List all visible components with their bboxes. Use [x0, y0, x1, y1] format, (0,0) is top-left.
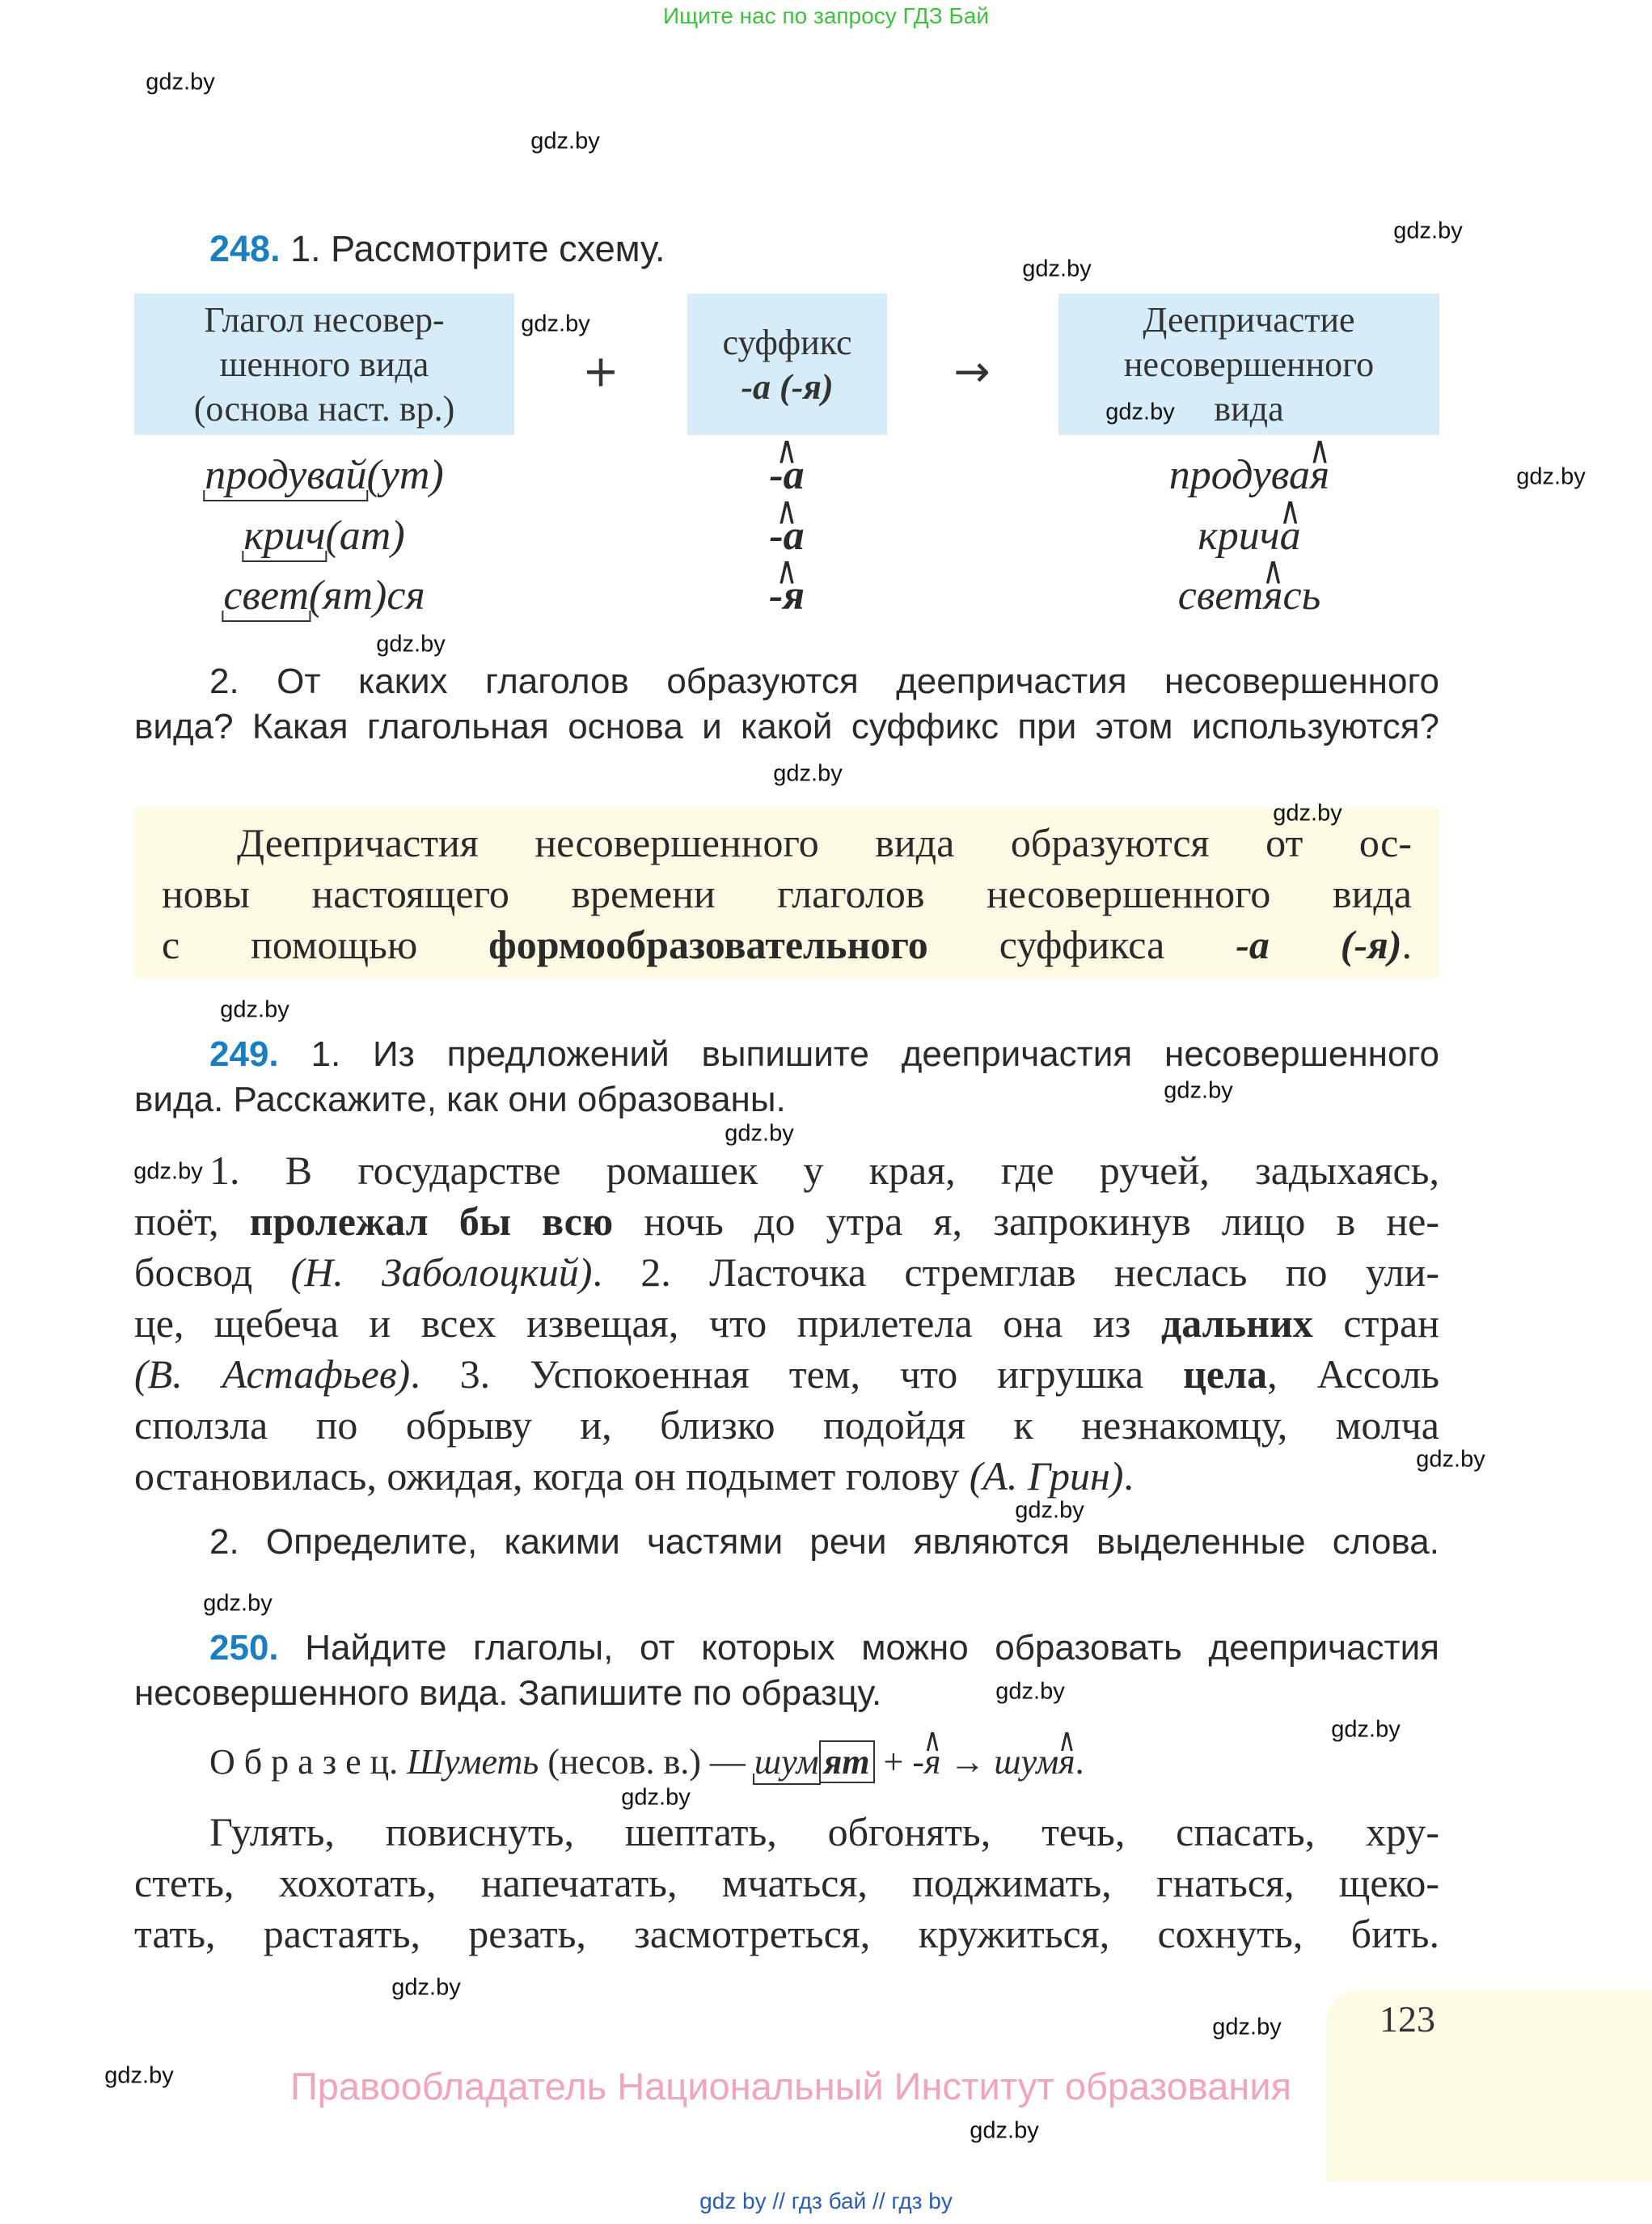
text-segment: . 2. Ласточка стремглав неслась по ули- [592, 1249, 1439, 1295]
watermark: gdz.by [970, 2117, 1039, 2144]
suffix-marked: ∧ -а [769, 512, 804, 560]
search-banner[interactable]: Ищите нас по запросу ГДЗ Бай [662, 3, 990, 28]
text-segment: → [940, 1742, 995, 1782]
text-segment: , Ассоль [1267, 1351, 1440, 1397]
sample-line [209, 1741, 1084, 1782]
text-segment: це, щебеча и всех извещая, что прилетела она из [134, 1300, 1161, 1346]
text-segment: с помощью [162, 922, 489, 967]
text-segment: -а (-я) [1236, 922, 1402, 967]
watermark: gdz.by [1273, 800, 1342, 827]
watermark: gdz.by [1105, 399, 1175, 425]
page-corner [1326, 1990, 1652, 2182]
sentence-line [134, 1198, 1439, 1245]
verb-stem [243, 512, 404, 560]
text-segment: сползла по обрыву и, близко подойдя к незнакомцу, молча [134, 1402, 1439, 1448]
sentence-line [134, 1452, 1439, 1499]
exercise-250-heading [134, 1628, 1439, 1668]
suffix-marked: ∧ а [1280, 512, 1301, 560]
scheme-box-gerund [1058, 294, 1439, 435]
words-line: стеть, хохотать, напечатать, мчаться, поджимать, гнаться, щеко- [134, 1860, 1439, 1905]
word-ending: ят [819, 1740, 875, 1783]
word-root: крич [243, 513, 326, 559]
suffix-marked: ∧ -а [769, 451, 804, 499]
watermark: gdz.by [773, 760, 843, 787]
watermark: gdz.by [203, 1590, 273, 1617]
box-line: (основа наст. вр.) [193, 389, 455, 429]
rule-line [162, 921, 1412, 968]
watermark: gdz.by [376, 631, 446, 657]
text-segment: . [1075, 1742, 1084, 1782]
suffix-marked: ∧ -я [769, 572, 805, 619]
watermark: gdz.by [1015, 1497, 1084, 1524]
text-segment: поёт, [134, 1199, 250, 1244]
task-2-line: вида? Какая глагольная основа и какой суффикс при этом используются? [134, 707, 1439, 746]
text-segment: крич [1198, 513, 1280, 559]
text-segment: босвод [134, 1249, 291, 1295]
text-segment: . [1123, 1453, 1134, 1499]
rule-line [162, 819, 1412, 866]
suffix-marked: ∧ я [924, 1741, 940, 1782]
words-line: тать, растаять, резать, засмотреться, кружиться, сохнуть, бить. [134, 1911, 1439, 1956]
text-segment: пролежал бы всю [249, 1199, 614, 1244]
scheme-box-suffix [687, 294, 887, 435]
watermark: gdz.by [621, 1784, 691, 1811]
gerund [1198, 512, 1300, 560]
suffix-marked: ∧ я [1058, 1741, 1075, 1782]
exercise-number: 250. [209, 1628, 279, 1668]
word-root: свет [223, 573, 309, 619]
task-2-line: 2. От каких глаголов образуются деепричастия несовершенного [209, 662, 1439, 701]
text-segment: сь [1282, 573, 1321, 619]
verb-stem [223, 572, 425, 619]
watermark: gdz.by [1331, 1716, 1401, 1743]
box-line: несовершенного [1123, 345, 1375, 384]
exercise-task: 1. Рассмотрите схему. [290, 228, 665, 269]
suffix-marked: ∧ я [1310, 451, 1329, 499]
plus-sign: + [582, 345, 619, 397]
watermark: gdz.by [133, 1158, 203, 1185]
exercise-task: 1. Из предложений выпишите деепричастия несовершенного [311, 1034, 1439, 1074]
sentence-line [134, 1300, 1439, 1347]
gerund [1169, 451, 1329, 499]
word-root: шум [754, 1742, 819, 1782]
box-line: вида [1214, 389, 1284, 429]
watermark: gdz.by [1212, 2014, 1282, 2040]
watermark: gdz.by [146, 69, 215, 95]
text-segment: (ут) [366, 452, 444, 498]
text-segment: (несов. в.) — [539, 1742, 754, 1782]
sentence-line [134, 1351, 1439, 1397]
text-segment: продува [1168, 452, 1311, 498]
text-segment: + - [874, 1742, 924, 1782]
sentence-line [134, 1249, 1439, 1296]
text-segment: (Н. Заболоцкий) [290, 1249, 593, 1295]
text-segment: О б р а з е ц. [209, 1742, 408, 1782]
text-segment: ночь до утра я, запрокинув лицо в не- [613, 1199, 1440, 1244]
copyright-notice: Правообладатель Национальный Институт образования [290, 2065, 1292, 2108]
rule-line [162, 870, 1412, 917]
exercise-249-heading [134, 1034, 1439, 1075]
box-line: шенного вида [219, 345, 429, 384]
text-segment: (ят)ся [309, 573, 425, 619]
box-line: суффикс [722, 322, 852, 362]
text-segment: суффикса [927, 922, 1236, 967]
text-segment: остановилась, ожидая, когда он подымет голову [134, 1453, 970, 1499]
watermark: gdz.by [521, 311, 590, 337]
word-root: продувай [205, 452, 367, 498]
text-segment: 1. В государстве ромашек у края, где ручей, задыхаясь, [209, 1148, 1439, 1193]
sentence-line [209, 1147, 1439, 1194]
text-segment: дальних [1160, 1300, 1313, 1346]
box-line: -а (-я) [741, 366, 834, 407]
exercise-number: 248. [209, 228, 281, 269]
watermark: gdz.by [1022, 256, 1092, 282]
watermark: gdz.by [1393, 218, 1463, 244]
box-line: Деепричастие [1143, 300, 1355, 340]
text-segment: (В. Астафьев) [134, 1351, 411, 1397]
text-segment: . [1401, 922, 1412, 967]
watermark: gdz.by [391, 1974, 461, 2001]
suffix [769, 572, 805, 619]
exercise-task: 2. Определите, какими частями речи являются выделенные слова. [209, 1522, 1439, 1562]
text-segment: (А. Грин) [969, 1453, 1124, 1499]
scheme-box-verb [134, 294, 514, 435]
watermark: gdz.by [104, 2062, 174, 2089]
sentence-line [134, 1402, 1439, 1448]
gerund [1178, 572, 1321, 619]
watermark: gdz.by [1416, 1446, 1485, 1473]
text-segment: Шуметь [407, 1742, 539, 1782]
watermark: gdz.by [1164, 1077, 1233, 1104]
text-segment: формообразовательного [488, 922, 928, 967]
exercise-task: несовершенного вида. Запишите по образцу. [134, 1673, 882, 1713]
watermark: gdz.by [995, 1678, 1065, 1705]
text-segment: свет [1177, 573, 1264, 619]
text-segment: цела [1183, 1351, 1268, 1397]
box-line: Глагол несовер- [204, 300, 445, 340]
text-segment: Деепричастия несовершенного вида образуются от ос- [237, 820, 1412, 865]
footer-links[interactable]: gdz by // гдз бай // гдз by [699, 2188, 953, 2213]
watermark: gdz.by [1516, 463, 1586, 490]
text-segment: новы настоящего времени глаголов несовершенного вида [162, 871, 1412, 916]
exercise-task: вида. Расскажите, как они образованы. [134, 1080, 786, 1119]
exercise-number: 249. [209, 1034, 279, 1074]
suffix-marked: ∧ я [1263, 572, 1282, 619]
exercise-248-heading [209, 228, 665, 270]
watermark: gdz.by [220, 996, 289, 1023]
arrow-icon: → [953, 345, 991, 397]
exercise-task: Найдите глаголы, от которых можно образовать деепричастия [305, 1628, 1439, 1668]
text-segment: . 3. Успокоенная тем, что игрушка [410, 1351, 1184, 1397]
watermark: gdz.by [725, 1120, 794, 1147]
text-segment: шум [994, 1742, 1059, 1782]
text-segment: стран [1312, 1300, 1439, 1346]
watermark: gdz.by [530, 128, 600, 154]
verb-stem [205, 451, 444, 499]
text-segment: (ат) [325, 513, 405, 559]
words-line: Гулять, повиснуть, шептать, обгонять, течь, спасать, хру- [209, 1809, 1439, 1854]
page-number: 123 [1379, 1998, 1435, 2040]
